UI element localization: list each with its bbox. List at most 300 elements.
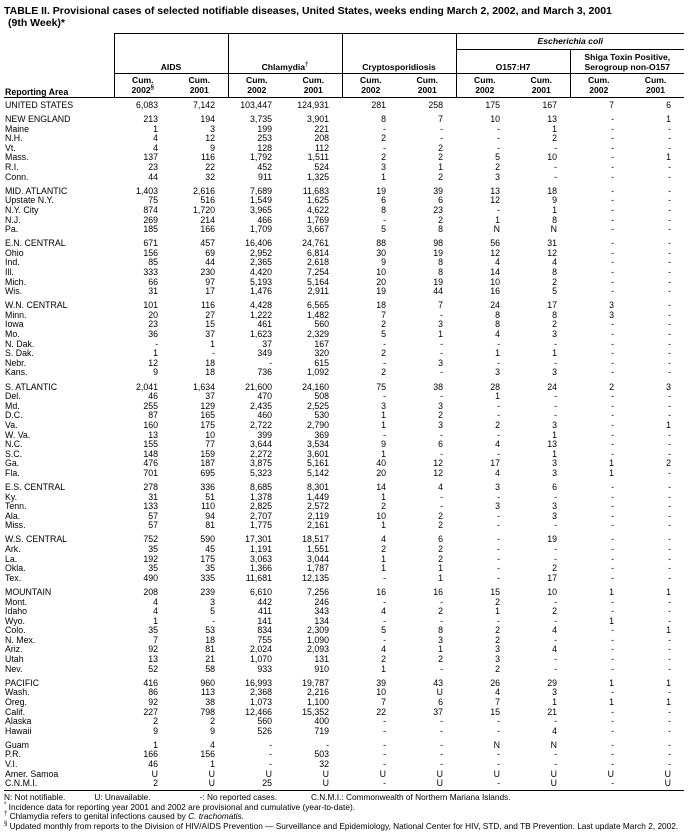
value-cell: 1: [666, 586, 672, 597]
value-cell: 58: [205, 663, 215, 674]
value-cell: 8: [552, 309, 557, 320]
value-cell: 2: [438, 520, 443, 531]
value-cell: -: [497, 133, 500, 144]
value-cell: 3,875: [249, 458, 272, 469]
value-cell: 1,549: [249, 195, 272, 206]
value-cell: 1,625: [306, 195, 329, 206]
value-cell: -: [383, 778, 386, 789]
value-cell: -: [611, 338, 614, 349]
value-cell: -: [497, 410, 500, 421]
value-cell: 2: [438, 142, 443, 153]
value-cell: -: [497, 563, 500, 574]
value-cell: 798: [200, 706, 215, 717]
value-cell: 4: [495, 687, 500, 698]
value-cell: -: [611, 654, 614, 665]
value-cell: -: [383, 759, 386, 769]
value-cell: 5,164: [306, 276, 329, 287]
value-cell: 911: [257, 171, 272, 182]
value-cell: -: [668, 739, 672, 750]
table-row: [4, 98, 684, 111]
value-cell: 3: [210, 596, 215, 607]
value-cell: 75: [376, 381, 386, 392]
value-cell: 2,616: [192, 185, 215, 196]
table-row: [4, 665, 684, 675]
value-cell: 10: [547, 152, 557, 163]
value-cell: -: [440, 663, 443, 674]
aids-cum-2001-header: Cum. 2001: [171, 74, 228, 98]
value-cell: -: [611, 634, 614, 645]
value-cell: 32: [319, 759, 329, 769]
value-cell: U: [208, 778, 215, 789]
reporting-area-cell: N.H.: [5, 133, 23, 144]
shiga-cum-2001-header: Cum. 2001: [627, 74, 684, 98]
value-cell: 452: [257, 162, 272, 173]
value-cell: 8: [438, 257, 443, 268]
reporting-area-cell: Miss.: [5, 520, 26, 531]
value-cell: 110: [200, 501, 215, 512]
value-cell: 87: [148, 410, 158, 421]
value-cell: 20: [148, 309, 158, 320]
value-cell: 7: [495, 696, 500, 707]
value-cell: -: [611, 606, 614, 617]
value-cell: -: [497, 759, 500, 769]
value-cell: -: [668, 357, 672, 368]
table-row: [4, 698, 684, 708]
reporting-area-cell: Pa.: [5, 224, 19, 235]
value-cell: 6: [666, 100, 672, 110]
value-cell: 167: [314, 338, 329, 349]
value-cell: 2,119: [307, 510, 329, 521]
value-cell: 1,403: [135, 185, 158, 196]
value-cell: 18: [205, 634, 215, 645]
value-cell: -: [611, 185, 614, 196]
value-cell: -: [497, 572, 500, 583]
value-cell: 3: [495, 367, 500, 378]
value-cell: 1: [381, 410, 386, 421]
aids-group-header: AIDS: [114, 50, 228, 74]
value-cell: -: [668, 759, 672, 769]
value-cell: U: [379, 768, 386, 779]
value-cell: 1: [495, 348, 500, 359]
value-cell: -: [611, 491, 614, 502]
value-cell: 44: [433, 286, 443, 297]
value-cell: -: [611, 501, 614, 512]
value-cell: 14: [376, 481, 386, 492]
value-cell: -: [668, 749, 672, 760]
value-cell: 2: [438, 152, 443, 163]
value-cell: 16,406: [245, 238, 272, 249]
table-row: [4, 736, 684, 750]
value-cell: -: [269, 759, 272, 769]
value-cell: 19: [376, 185, 386, 196]
value-cell: U: [265, 768, 272, 779]
reporting-area-cell: MID. ATLANTIC: [5, 185, 68, 196]
chlamydia-group-header: Chlamydia†: [228, 50, 342, 74]
value-cell: 1,634: [192, 381, 215, 392]
table-row: [4, 645, 684, 655]
value-cell: 2: [381, 654, 386, 665]
value-cell: 2: [381, 152, 386, 163]
value-cell: 8: [381, 204, 386, 215]
notifiable-diseases-table: [4, 33, 684, 789]
value-cell: 35: [148, 544, 158, 555]
value-cell: -: [611, 448, 614, 459]
value-cell: 1,551: [306, 544, 329, 555]
o157h7-cum-2002-header: Cum. 2002: [456, 74, 513, 98]
value-cell: 2,572: [306, 501, 329, 512]
value-cell: -: [611, 520, 614, 531]
value-cell: 4: [552, 725, 557, 736]
value-cell: 3: [495, 644, 500, 655]
value-cell: N: [493, 739, 500, 750]
value-cell: -: [554, 716, 557, 727]
value-cell: 30: [376, 247, 386, 258]
value-cell: 3,667: [306, 224, 329, 235]
value-cell: 2,365: [249, 257, 272, 268]
reporting-area-cell: NEW ENGLAND: [5, 114, 71, 125]
value-cell: 1: [666, 419, 672, 430]
value-cell: 2: [381, 319, 386, 330]
value-cell: 4: [495, 467, 500, 478]
value-cell: 38: [433, 381, 443, 392]
value-cell: 21: [547, 706, 557, 717]
value-cell: -: [497, 615, 500, 626]
value-cell: 2: [495, 663, 500, 674]
value-cell: 5: [552, 286, 557, 297]
value-cell: 40: [376, 458, 386, 469]
value-cell: 3,044: [306, 553, 329, 564]
value-cell: 6: [438, 534, 443, 545]
value-cell: 194: [200, 114, 215, 125]
value-cell: -: [497, 534, 500, 545]
value-cell: 457: [200, 238, 215, 249]
table-row: [4, 196, 684, 206]
value-cell: 524: [314, 162, 329, 173]
value-cell: -: [611, 553, 614, 564]
value-cell: 92: [148, 644, 158, 655]
footnote-incidence: * Incidence data for reporting year 2001 and 2002 are provisional and cumulative (year-to-date).: [4, 801, 356, 812]
table-row: [4, 411, 684, 421]
value-cell: 560: [257, 716, 272, 727]
value-cell: 3: [438, 357, 443, 368]
value-cell: -: [611, 348, 614, 359]
value-cell: 11,683: [302, 185, 329, 196]
value-cell: 1: [609, 586, 614, 597]
value-cell: -: [611, 224, 614, 235]
table-row: [4, 349, 684, 359]
value-cell: -: [668, 687, 672, 698]
table-row: [4, 297, 684, 311]
value-cell: -: [497, 778, 500, 789]
value-cell: 46: [148, 391, 158, 402]
table-row: [4, 555, 684, 565]
value-cell: -: [668, 257, 672, 268]
value-cell: 128: [257, 142, 272, 153]
value-cell: 167: [542, 100, 557, 110]
table-body: [4, 98, 684, 789]
value-cell: 9: [381, 257, 386, 268]
value-cell: 12: [490, 195, 500, 206]
value-cell: -: [554, 338, 557, 349]
value-cell: 92: [148, 696, 158, 707]
value-cell: -: [668, 367, 672, 378]
table-row: [4, 368, 684, 378]
value-cell: -: [611, 625, 614, 636]
value-cell: 8: [495, 309, 500, 320]
value-cell: 3: [438, 419, 443, 430]
value-cell: 4: [210, 739, 215, 750]
value-cell: 9: [210, 725, 215, 736]
table-row: [4, 287, 684, 297]
value-cell: 6,083: [135, 100, 158, 110]
value-cell: 1,073: [249, 696, 272, 707]
reporting-area-cell: Wyo.: [5, 615, 25, 626]
value-cell: 221: [314, 123, 329, 134]
value-cell: 1: [381, 171, 386, 182]
value-cell: 85: [148, 257, 158, 268]
reporting-area-cell: Va.: [5, 419, 18, 430]
value-cell: 11,681: [245, 572, 272, 583]
value-cell: 24,160: [302, 381, 329, 392]
value-cell: 4: [153, 133, 158, 144]
value-cell: N: [550, 224, 557, 235]
value-cell: 3: [438, 319, 443, 330]
value-cell: 213: [143, 114, 158, 125]
value-cell: 1: [381, 563, 386, 574]
reporting-area-cell: Vt.: [5, 142, 16, 153]
value-cell: 2: [381, 348, 386, 359]
reporting-area-cell: Minn.: [5, 309, 27, 320]
value-cell: 2: [153, 716, 158, 727]
value-cell: 156: [143, 247, 158, 258]
value-cell: 2: [438, 214, 443, 225]
value-cell: 2: [552, 133, 557, 144]
value-cell: -: [554, 596, 557, 607]
value-cell: -: [497, 338, 500, 349]
value-cell: 1,191: [249, 544, 272, 555]
value-cell: 16: [376, 586, 386, 597]
value-cell: -: [611, 133, 614, 144]
value-cell: 400: [314, 716, 329, 727]
value-cell: 2: [495, 162, 500, 173]
reporting-area-cell: Utah: [5, 654, 24, 665]
value-cell: -: [668, 286, 672, 297]
value-cell: 6: [438, 439, 443, 450]
value-cell: 7: [381, 696, 386, 707]
value-cell: -: [668, 267, 672, 277]
value-cell: 1: [381, 448, 386, 459]
table-row: [4, 469, 684, 479]
value-cell: 10: [376, 510, 386, 521]
value-cell: 134: [314, 615, 329, 626]
reporting-area-cell: UNITED STATES: [5, 100, 74, 110]
value-cell: -: [440, 716, 443, 727]
table-row: [4, 330, 684, 340]
dagger-marker: †: [305, 61, 309, 68]
value-cell: 755: [257, 634, 272, 645]
reporting-area-cell: Del.: [5, 391, 21, 402]
value-cell: 1: [609, 458, 614, 469]
value-cell: 2: [381, 544, 386, 555]
value-cell: 31: [148, 491, 158, 502]
value-cell: 44: [148, 171, 158, 182]
value-cell: -: [668, 133, 672, 144]
table-row: [4, 278, 684, 288]
value-cell: -: [554, 553, 557, 564]
value-cell: 25: [262, 778, 272, 789]
value-cell: -: [611, 572, 614, 583]
value-cell: 148: [143, 448, 158, 459]
value-cell: 24: [490, 300, 500, 311]
value-cell: 8: [438, 224, 443, 235]
value-cell: -: [440, 749, 443, 760]
value-cell: 615: [314, 357, 329, 368]
value-cell: 8,301: [306, 481, 329, 492]
value-cell: 2: [552, 319, 557, 330]
value-cell: U: [436, 778, 443, 789]
value-cell: 960: [200, 677, 215, 688]
value-cell: 14: [490, 267, 500, 277]
value-cell: 2,618: [306, 257, 329, 268]
value-cell: 2,435: [249, 400, 272, 411]
table-row: [4, 153, 684, 163]
value-cell: 36: [148, 329, 158, 340]
reporting-area-cell: Nev.: [5, 663, 23, 674]
value-cell: 3: [552, 501, 557, 512]
table-row: [4, 173, 684, 183]
value-cell: 3: [609, 300, 614, 311]
value-cell: -: [611, 247, 614, 258]
value-cell: -: [440, 725, 443, 736]
table-row: [4, 607, 684, 617]
value-cell: -: [611, 429, 614, 440]
value-cell: 1,482: [306, 309, 329, 320]
value-cell: -: [440, 309, 443, 320]
value-cell: -: [611, 596, 614, 607]
value-cell: -: [440, 338, 443, 349]
value-cell: 199: [257, 123, 272, 134]
value-cell: -: [611, 257, 614, 268]
value-cell: -: [440, 501, 443, 512]
value-cell: -: [668, 439, 672, 450]
value-cell: 101: [143, 300, 158, 311]
value-cell: 56: [490, 238, 500, 249]
footnote-hiv-aids: § Updated monthly from reports to the Division of HIV/AIDS Prevention — Surveillance and Epidemiology, National Center for HIV, STD, and TB Prevention. Last update March 2, 2002.: [4, 821, 679, 832]
value-cell: 31: [148, 286, 158, 297]
value-cell: 5,142: [306, 467, 329, 478]
value-cell: -: [668, 596, 672, 607]
value-cell: 1: [609, 677, 614, 688]
value-cell: 2: [666, 458, 672, 469]
value-cell: 6,565: [306, 300, 329, 311]
value-cell: 2,309: [306, 625, 329, 636]
reporting-area-cell: N.C.: [5, 439, 23, 450]
value-cell: 3: [210, 123, 215, 134]
value-cell: 1: [609, 696, 614, 707]
reporting-area-cell: Ky.: [5, 491, 18, 502]
value-cell: -: [611, 367, 614, 378]
value-cell: -: [554, 171, 557, 182]
value-cell: 208: [143, 586, 158, 597]
value-cell: -: [668, 663, 672, 674]
value-cell: 7: [609, 100, 614, 110]
table-row: [4, 545, 684, 555]
value-cell: 2: [381, 501, 386, 512]
value-cell: 1,325: [306, 171, 329, 182]
value-cell: -: [497, 204, 500, 215]
value-cell: 2: [552, 563, 557, 574]
reporting-area-cell: Maine: [5, 123, 29, 134]
table-row: [4, 440, 684, 450]
value-cell: 3: [495, 654, 500, 665]
value-cell: 4: [495, 329, 500, 340]
value-cell: 5,161: [306, 458, 329, 469]
value-cell: 39: [433, 185, 443, 196]
value-cell: 2: [495, 625, 500, 636]
value-cell: 12: [148, 357, 158, 368]
value-cell: 175: [200, 419, 215, 430]
table-row: [4, 760, 684, 770]
value-cell: 21,600: [245, 381, 272, 392]
value-cell: 12: [433, 467, 443, 478]
table-row: [4, 750, 684, 760]
value-cell: 1: [438, 644, 443, 655]
value-cell: -: [668, 224, 672, 235]
value-cell: 333: [143, 267, 158, 277]
value-cell: 112: [314, 142, 329, 153]
reporting-area-cell: Ariz.: [5, 644, 23, 655]
value-cell: 39: [376, 677, 386, 688]
table-row: [4, 617, 684, 627]
value-cell: 1,787: [306, 563, 329, 574]
value-cell: -: [668, 510, 672, 521]
value-cell: 874: [143, 204, 158, 215]
value-cell: 3: [666, 381, 672, 392]
value-cell: -: [497, 429, 500, 440]
value-cell: 57: [148, 520, 158, 531]
value-cell: 98: [433, 238, 443, 249]
value-cell: 1: [666, 152, 672, 163]
reporting-area-cell: V.I.: [5, 759, 18, 769]
value-cell: -: [668, 300, 672, 311]
value-cell: 590: [200, 534, 215, 545]
value-cell: -: [497, 725, 500, 736]
table-row: [4, 111, 684, 125]
value-cell: 35: [148, 563, 158, 574]
value-cell: 94: [205, 510, 215, 521]
value-cell: 736: [257, 367, 272, 378]
reporting-area-cell: Alaska: [5, 716, 32, 727]
table-row: [4, 459, 684, 469]
value-cell: 910: [314, 663, 329, 674]
reporting-area-cell: Idaho: [5, 606, 28, 617]
value-cell: 490: [143, 572, 158, 583]
value-cell: 24,761: [302, 238, 329, 249]
value-cell: 18: [205, 367, 215, 378]
value-cell: -: [611, 142, 614, 153]
table-row: [4, 598, 684, 608]
table-row: [4, 268, 684, 278]
value-cell: U: [322, 778, 329, 789]
value-cell: -: [611, 329, 614, 340]
value-cell: 10: [490, 276, 500, 287]
o157h7-cum-2001-header: Cum. 2001: [513, 74, 570, 98]
value-cell: 3: [381, 162, 386, 173]
value-cell: 255: [143, 400, 158, 411]
value-cell: 4: [381, 606, 386, 617]
value-cell: 1: [495, 214, 500, 225]
value-cell: 336: [200, 481, 215, 492]
